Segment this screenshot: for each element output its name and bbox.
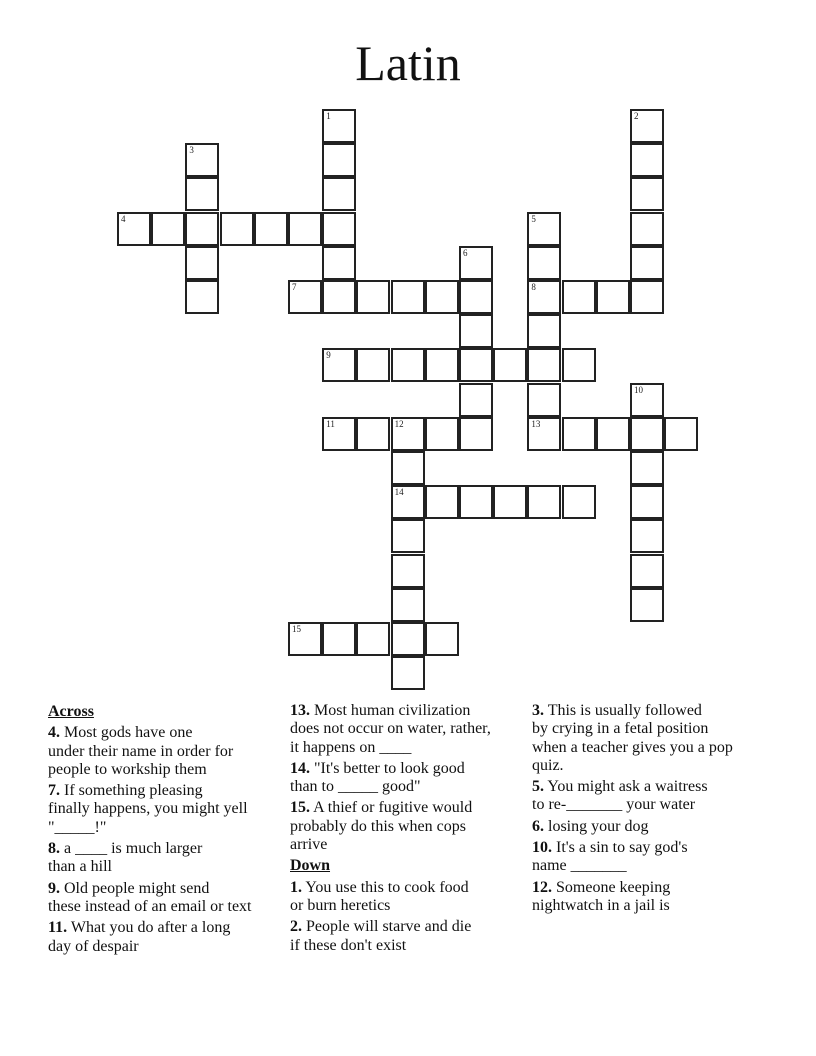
clue-item-number: 7. xyxy=(48,782,60,800)
clue-text: does not occur on water, rather, xyxy=(290,720,491,738)
clue-text: Old people might send xyxy=(60,879,210,897)
grid-cell[interactable] xyxy=(425,280,459,314)
grid-cell[interactable] xyxy=(459,246,493,280)
grid-cell[interactable] xyxy=(527,348,561,382)
clue-item-number: 5. xyxy=(532,778,544,796)
grid-cell[interactable] xyxy=(664,417,698,451)
grid-cell[interactable] xyxy=(288,212,322,246)
clue-text: It's a sin to say god's xyxy=(552,839,688,857)
clue-text: nightwatch in a jail is xyxy=(532,896,670,914)
clue-text: This is usually followed xyxy=(544,702,702,719)
grid-cell[interactable] xyxy=(322,143,356,177)
grid-cell[interactable] xyxy=(562,485,596,519)
clue-text: by crying in a fetal position xyxy=(532,720,709,738)
clue-item-number: 15. xyxy=(290,799,310,817)
clue-text: arrive xyxy=(290,836,328,854)
clues-column-1 xyxy=(48,702,284,959)
clue-text: it happens on ____ xyxy=(290,738,412,756)
grid-cell[interactable] xyxy=(356,348,390,382)
clue-number: 9 xyxy=(326,350,331,361)
clue-number: 13 xyxy=(531,418,541,429)
grid-cell[interactable] xyxy=(391,451,425,485)
clue-item xyxy=(290,918,526,955)
grid-cell[interactable] xyxy=(391,485,425,519)
clue-item xyxy=(290,879,526,916)
grid-cell[interactable] xyxy=(459,383,493,417)
clue-item xyxy=(48,919,284,956)
clue-text: "_____!" xyxy=(48,818,107,836)
grid-cell[interactable] xyxy=(630,485,664,519)
grid-cell[interactable] xyxy=(527,246,561,280)
clue-text: What you do after a long xyxy=(67,919,231,937)
clue-text: You use this to cook food xyxy=(302,878,469,896)
clue-text: to re-_______ your water xyxy=(532,796,696,814)
clue-text: probably do this when cops xyxy=(290,817,466,835)
grid-cell[interactable] xyxy=(459,348,493,382)
grid-cell[interactable] xyxy=(185,246,219,280)
clue-item-number: 10. xyxy=(532,839,552,857)
grid-cell[interactable] xyxy=(527,212,561,246)
grid-cell[interactable] xyxy=(391,588,425,622)
clue-text: under their name in order for xyxy=(48,742,234,760)
clue-item xyxy=(532,879,768,916)
clue-number: 10 xyxy=(634,384,643,395)
grid-cell[interactable] xyxy=(185,143,219,177)
clue-text: Most human civilization xyxy=(310,702,471,719)
clue-number: 15 xyxy=(292,624,301,634)
clue-text: You might ask a waitress xyxy=(544,778,708,796)
clue-text: a ____ is much larger xyxy=(60,840,203,858)
grid-cell[interactable] xyxy=(527,383,561,417)
grid-cell[interactable] xyxy=(527,314,561,348)
clue-item-number: 3. xyxy=(532,702,544,719)
clue-text: losing your dog xyxy=(544,817,649,835)
grid-cell[interactable] xyxy=(356,622,390,656)
grid-cell[interactable] xyxy=(356,280,390,314)
clue-text: than a hill xyxy=(48,858,112,876)
clue-item-number: 8. xyxy=(48,840,60,858)
grid-cell[interactable] xyxy=(425,485,459,519)
clue-text: If something pleasing xyxy=(60,782,203,800)
clue-item xyxy=(48,840,284,877)
clue-item xyxy=(532,778,768,815)
clue-text: than to _____ good" xyxy=(290,778,421,796)
clue-item xyxy=(532,702,768,775)
grid-cell[interactable] xyxy=(391,417,425,451)
clue-number: 14 xyxy=(394,487,404,498)
clue-item-number: 4. xyxy=(48,724,60,742)
grid-cell[interactable] xyxy=(630,451,664,485)
grid-cell[interactable] xyxy=(527,280,561,314)
grid-cell[interactable] xyxy=(630,519,664,553)
clue-item xyxy=(290,702,526,757)
grid-cell[interactable] xyxy=(630,383,664,417)
grid-cell[interactable] xyxy=(322,348,356,382)
grid-cell[interactable] xyxy=(391,280,425,314)
grid-cell[interactable] xyxy=(391,554,425,588)
clue-number: 7 xyxy=(292,282,297,292)
clue-item xyxy=(532,839,768,876)
grid-cell[interactable] xyxy=(459,314,493,348)
grid-cell[interactable] xyxy=(459,417,493,451)
clue-text: Most gods have one xyxy=(60,724,193,742)
clue-item xyxy=(290,760,526,797)
clue-text: if these don't exist xyxy=(290,936,407,954)
grid-cell[interactable] xyxy=(630,212,664,246)
grid-cell[interactable] xyxy=(630,109,664,143)
clue-number: 4 xyxy=(121,213,126,224)
clue-text: "It's better to look good xyxy=(310,759,465,777)
grid-cell[interactable] xyxy=(391,348,425,382)
grid-cell[interactable] xyxy=(391,656,425,690)
grid-cell[interactable] xyxy=(322,109,356,143)
grid-cell[interactable] xyxy=(425,622,459,656)
clue-item-number: 6. xyxy=(532,817,544,835)
grid-cell[interactable] xyxy=(630,280,664,314)
grid-cell[interactable] xyxy=(151,212,185,246)
clue-number: 3 xyxy=(189,145,194,156)
clue-item-number: 14. xyxy=(290,759,310,777)
clues-column-2 xyxy=(290,702,526,958)
clue-item xyxy=(532,818,768,836)
clue-text: day of despair xyxy=(48,937,139,955)
grid-cell[interactable] xyxy=(562,348,596,382)
clue-item-number: 1. xyxy=(290,878,302,896)
grid-cell[interactable] xyxy=(185,280,219,314)
clue-number: 5 xyxy=(531,213,536,224)
grid-cell[interactable] xyxy=(527,485,561,519)
grid-cell[interactable] xyxy=(630,143,664,177)
clue-number: 1 xyxy=(326,111,331,121)
clue-item xyxy=(48,724,284,779)
grid-cell[interactable] xyxy=(288,280,322,314)
clue-item xyxy=(48,782,284,837)
grid-cell[interactable] xyxy=(288,622,322,656)
grid-cell[interactable] xyxy=(596,417,630,451)
clue-item-number: 11. xyxy=(48,919,68,937)
grid-cell[interactable] xyxy=(391,519,425,553)
grid-cell[interactable] xyxy=(562,417,596,451)
grid-cell[interactable] xyxy=(630,554,664,588)
clue-section-header: Across xyxy=(48,703,94,720)
grid-cell[interactable] xyxy=(630,246,664,280)
clue-item-number: 9. xyxy=(48,879,60,897)
grid-cell[interactable] xyxy=(527,417,561,451)
clues-column-3 xyxy=(532,702,768,918)
grid-cell[interactable] xyxy=(630,177,664,211)
clue-text: when a teacher gives you a pop xyxy=(532,738,733,756)
grid-cell[interactable] xyxy=(459,280,493,314)
clue-number: 8 xyxy=(531,282,536,292)
clue-number: 11 xyxy=(326,418,335,429)
grid-cell[interactable] xyxy=(391,622,425,656)
clue-item xyxy=(290,799,526,854)
clue-text: name _______ xyxy=(532,857,627,875)
clue-item-number: 13. xyxy=(290,702,310,719)
clue-item-number: 2. xyxy=(290,918,302,936)
clue-item-number: 12. xyxy=(532,878,552,896)
grid-cell[interactable] xyxy=(322,280,356,314)
grid-cell[interactable] xyxy=(425,417,459,451)
grid-cell[interactable] xyxy=(425,348,459,382)
clue-text: these instead of an email or text xyxy=(48,897,252,915)
grid-cell[interactable] xyxy=(220,212,254,246)
clue-number: 6 xyxy=(463,247,468,258)
grid-cell[interactable] xyxy=(459,485,493,519)
grid-cell[interactable] xyxy=(322,246,356,280)
clue-text: people to workship them xyxy=(48,760,207,778)
grid-cell[interactable] xyxy=(322,212,356,246)
clue-text: A thief or fugitive would xyxy=(310,799,473,817)
clue-section-header: Down xyxy=(290,857,331,875)
grid-cell[interactable] xyxy=(630,417,664,451)
grid-cell[interactable] xyxy=(493,485,527,519)
clue-text: Someone keeping xyxy=(552,878,671,896)
grid-cell[interactable] xyxy=(117,212,151,246)
clue-item xyxy=(48,880,284,917)
clue-text: or burn heretics xyxy=(290,896,391,914)
grid-cell[interactable] xyxy=(630,588,664,622)
grid-cell[interactable] xyxy=(322,177,356,211)
clue-number: 2 xyxy=(634,111,639,121)
clue-number: 12 xyxy=(394,418,404,429)
grid-cell[interactable] xyxy=(562,280,596,314)
puzzle-title: Latin xyxy=(355,35,461,91)
grid-cell[interactable] xyxy=(356,417,390,451)
grid-cell[interactable] xyxy=(493,348,527,382)
grid-cell[interactable] xyxy=(185,177,219,211)
grid-cell[interactable] xyxy=(322,622,356,656)
clue-text: finally happens, you might yell xyxy=(48,800,248,818)
grid-cell[interactable] xyxy=(254,212,288,246)
clue-text: People will starve and die xyxy=(302,918,472,936)
grid-cell[interactable] xyxy=(185,212,219,246)
clue-text: quiz. xyxy=(532,756,564,774)
grid-cell[interactable] xyxy=(596,280,630,314)
grid-cell[interactable] xyxy=(322,417,356,451)
